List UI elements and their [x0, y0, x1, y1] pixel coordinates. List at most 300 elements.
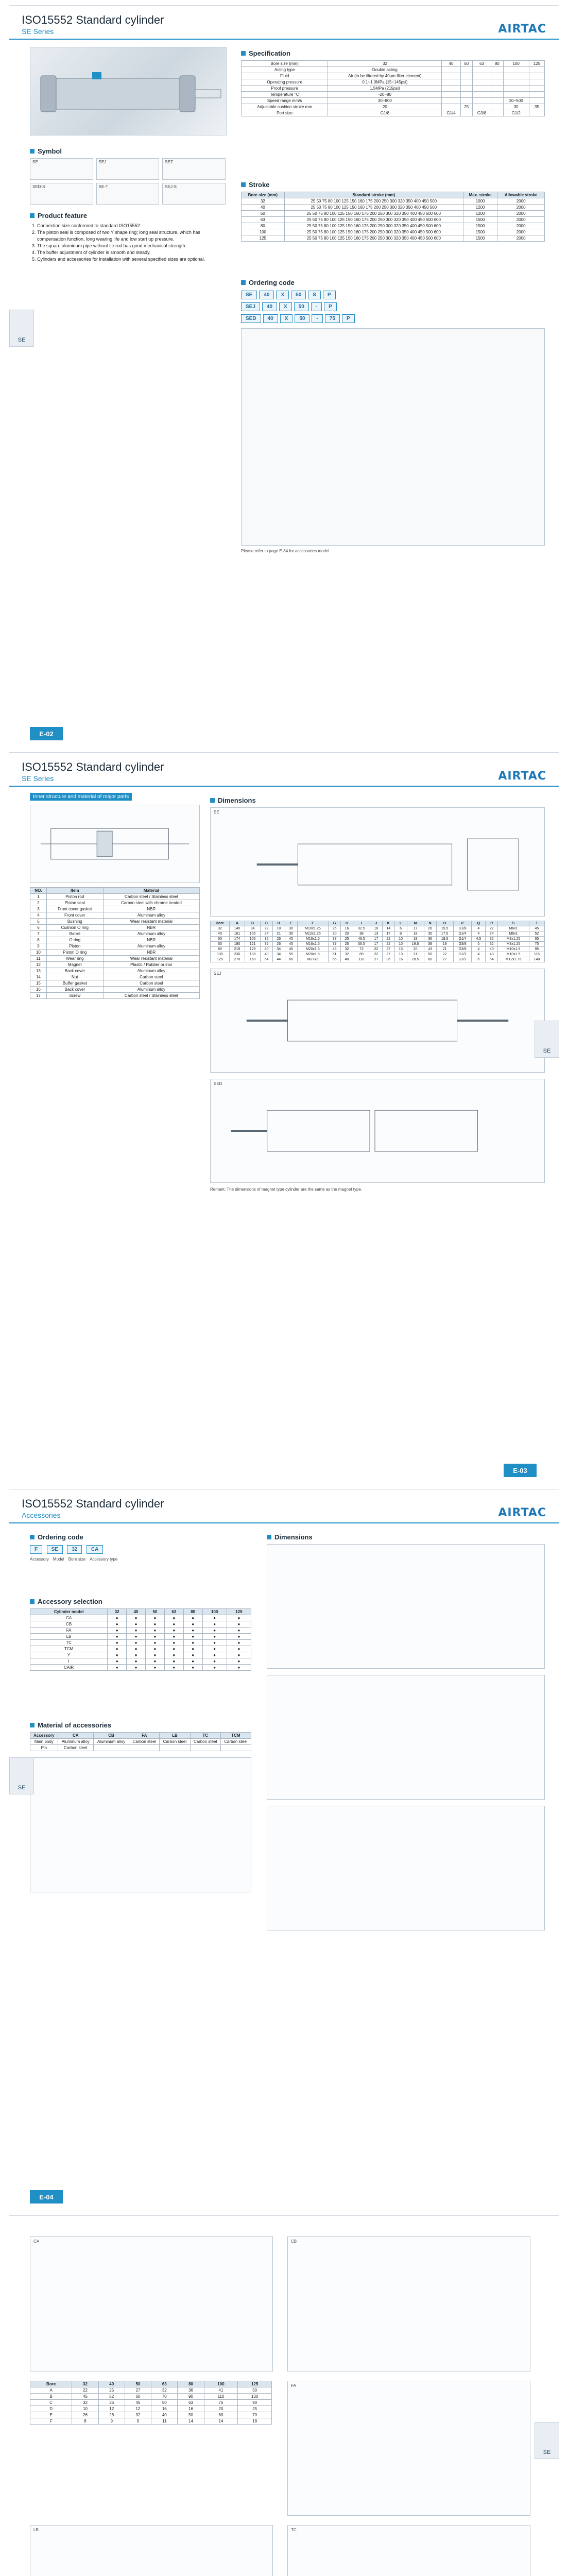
table-cell: 20: [407, 947, 424, 952]
table-cell: ●: [108, 1628, 127, 1634]
table-cell: 1200: [463, 205, 497, 211]
table-cell: 70: [151, 2394, 178, 2400]
table-cell: ●: [127, 1615, 146, 1621]
table-cell: 11: [151, 2418, 178, 2425]
table-cell: 25: [98, 2387, 125, 2394]
spec-row: [242, 104, 545, 110]
table-cell: 2000: [497, 217, 545, 223]
table-cell: ●: [127, 1640, 146, 1646]
table-cell: ●: [108, 1640, 127, 1646]
table-cell: ●: [127, 1665, 146, 1671]
table-cell: [460, 73, 473, 79]
table-cell: M10x1.5: [498, 952, 529, 957]
parts-header-cell: NO.: [30, 888, 47, 894]
table-cell: Carbon steel: [129, 1739, 160, 1745]
table-cell: 6: [30, 925, 47, 931]
table-cell: 2: [30, 900, 47, 906]
table-cell: 17: [30, 993, 47, 999]
table-cell: 43: [424, 947, 436, 952]
series-side-tab[interactable]: SE: [535, 2422, 559, 2459]
table-cell: 1500: [463, 235, 497, 242]
table-cell: 28.5: [407, 957, 424, 962]
table-cell: Y: [30, 1652, 108, 1658]
table-cell: -20~80: [328, 92, 442, 98]
table-cell: 60: [285, 957, 297, 962]
table-cell: [442, 98, 460, 104]
acc-dimensions-section: [267, 1528, 545, 1930]
accessory-drawing-fa: FA: [287, 2381, 530, 2516]
table-cell: 32: [151, 2387, 178, 2394]
table-cell: 12: [30, 962, 47, 968]
table-cell: 16: [341, 926, 353, 931]
table-cell: ●: [127, 1652, 146, 1658]
table-cell: 34: [272, 947, 285, 952]
table-cell: Piston O ring: [46, 950, 103, 956]
table-cell: [529, 79, 544, 86]
page-title: ISO15552 Standard cylinder: [22, 1497, 164, 1510]
table-cell: 26: [272, 937, 285, 942]
table-cell: 40: [261, 947, 273, 952]
order-label: Accessory: [30, 1557, 49, 1562]
feature-section: [30, 207, 226, 263]
table-cell: 3: [30, 906, 47, 912]
table-cell: B: [30, 2394, 72, 2400]
table-cell: 12: [125, 2406, 151, 2412]
accessory-dims-table: [30, 2381, 272, 2425]
stroke-row: [242, 217, 545, 223]
table-header-cell: D: [272, 921, 285, 926]
table-cell: Temperature °C: [242, 92, 328, 98]
table-cell: ●: [164, 1646, 183, 1652]
table-cell: M20x1.5: [297, 947, 329, 952]
table-header-cell: E: [285, 921, 297, 926]
table-cell: Buffer gasket: [46, 980, 103, 987]
table-cell: ●: [202, 1634, 227, 1640]
parts-row: [30, 987, 200, 993]
table-cell: G1/2: [453, 952, 472, 957]
table-cell: [529, 92, 544, 98]
page-number: E-02: [30, 727, 63, 740]
table-cell: [93, 1745, 129, 1751]
table-cell: Aluminum alloy: [103, 943, 199, 950]
order-code-part: CA: [87, 1545, 103, 1554]
table-cell: 1000: [463, 198, 497, 205]
table-cell: Speed range mm/s: [242, 98, 328, 104]
table-cell: 40: [261, 952, 273, 957]
section-view-drawing: [30, 805, 200, 883]
section-title: Ordering code: [249, 279, 295, 286]
table-cell: Carbon steel: [103, 980, 199, 987]
table-cell: 46.5: [353, 937, 370, 942]
section-title: Accessory selection: [38, 1598, 102, 1605]
table-cell: 8: [72, 2418, 98, 2425]
table-cell: [491, 73, 504, 79]
table-cell: Carbon steel: [220, 1739, 251, 1745]
table-cell: M16x1.5: [297, 942, 329, 947]
table-cell: ●: [202, 1646, 227, 1652]
spec-row: [242, 61, 545, 67]
table-cell: [473, 73, 491, 79]
table-cell: 60: [204, 2412, 238, 2418]
table-cell: 161: [229, 931, 245, 937]
table-cell: ●: [202, 1652, 227, 1658]
table-cell: 25: [460, 104, 473, 110]
parts-row: [30, 919, 200, 925]
table-cell: Piston: [46, 943, 103, 950]
table-cell: 27: [370, 957, 383, 962]
page-number: E-04: [30, 2190, 63, 2204]
table-cell: 20: [328, 104, 442, 110]
table-cell: 5: [472, 942, 486, 947]
table-cell: 190: [229, 942, 245, 947]
table-cell: 27: [436, 957, 453, 962]
table-cell: 32.5: [353, 926, 370, 931]
order-code-part: 40: [263, 314, 278, 323]
table-cell: Aluminum alloy: [103, 931, 199, 937]
table-cell: ●: [227, 1665, 251, 1671]
section-title: Material of accessories: [38, 1721, 112, 1729]
table-cell: 125: [211, 957, 230, 962]
table-cell: [503, 92, 529, 98]
table-cell: [190, 1745, 220, 1751]
table-cell: ●: [227, 1634, 251, 1640]
accessory-drawing-ca: CA: [30, 2236, 273, 2371]
table-cell: LB: [30, 1634, 108, 1640]
table-cell: Front cover gasket: [46, 906, 103, 912]
series-side-tab[interactable]: SE: [535, 1021, 559, 1058]
materials-section: [30, 791, 200, 999]
table-header-cell: TC: [190, 1733, 220, 1739]
table-cell: ●: [183, 1628, 202, 1634]
table-cell: 17: [407, 926, 424, 931]
table-cell: NBR: [103, 937, 199, 943]
table-cell: 16: [178, 2406, 204, 2412]
table-cell: 9: [98, 2418, 125, 2425]
table-cell: 32: [242, 198, 285, 205]
table-cell: 110: [353, 957, 370, 962]
material-row: [30, 1739, 251, 1745]
table-cell: Piston seal: [46, 900, 103, 906]
order-code-part: X: [276, 291, 289, 299]
dims-row: [211, 942, 545, 947]
table-cell: G1/8: [453, 926, 472, 931]
table-cell: 37: [329, 942, 341, 947]
table-cell: 27: [382, 947, 394, 952]
table-cell: 50: [242, 211, 285, 217]
cylinder-photo: [30, 47, 227, 135]
table-cell: 25 50 75 80 100 125 150 160 175 200 250 300 320 350 400 450 500 600: [284, 235, 463, 242]
table-cell: 36: [424, 937, 436, 942]
table-cell: ●: [202, 1628, 227, 1634]
parts-row: [30, 894, 200, 900]
accessory-drawing-tc: TC: [287, 2525, 530, 2576]
table-cell: 15.5: [436, 926, 453, 931]
table-cell: 35: [285, 931, 297, 937]
table-cell: ●: [183, 1621, 202, 1628]
symbol-sed-s: SED-S: [30, 183, 93, 205]
table-header-cell: 50: [145, 1609, 164, 1615]
table-cell: [460, 67, 473, 73]
parts-row: [30, 931, 200, 937]
table-cell: 45: [285, 942, 297, 947]
table-header-cell: Bore: [30, 2381, 72, 2387]
table-cell: 30: [329, 931, 341, 937]
accessory-drawing: [267, 1675, 545, 1800]
table-cell: 106: [245, 937, 261, 942]
order-code-row: [241, 290, 545, 299]
table-cell: Barrel: [46, 931, 103, 937]
order-code-part: SE: [241, 291, 257, 299]
table-cell: 70: [238, 2412, 272, 2418]
table-cell: 90: [238, 2400, 272, 2406]
table-cell: 105: [245, 931, 261, 937]
catalog-page-3: [9, 1489, 559, 2210]
table-cell: [442, 73, 460, 79]
dims-row: [211, 926, 545, 931]
table-cell: 32: [261, 937, 273, 942]
feature-item: 2. The piston seal is composed of two Y shape ring; long seal structure, which has compensation function, long wearing life and low start up pressure.: [37, 229, 226, 243]
table-cell: [473, 79, 491, 86]
table-cell: 4: [472, 926, 486, 931]
table-cell: 4: [472, 947, 486, 952]
table-cell: 10: [72, 2406, 98, 2412]
page-header: [9, 753, 559, 787]
table-cell: 8: [394, 931, 407, 937]
order-label: Accessory type: [90, 1557, 118, 1562]
table-cell: 15: [30, 980, 47, 987]
table-cell: 21: [436, 947, 453, 952]
remark-text: Remark: The dimensions of magnet type cylinder are the same as the magnet type.: [210, 1187, 363, 1192]
table-cell: [491, 79, 504, 86]
parts-row: [30, 980, 200, 987]
table-cell: 45: [529, 926, 544, 931]
table-cell: 1200: [463, 211, 497, 217]
table-cell: [491, 110, 504, 116]
table-cell: [460, 86, 473, 92]
selection-row: [30, 1658, 251, 1665]
table-cell: E: [30, 2412, 72, 2418]
table-cell: 10: [394, 937, 407, 942]
table-cell: ●: [202, 1640, 227, 1646]
table-cell: M16x1.5: [297, 937, 329, 942]
spec-table: [241, 60, 545, 116]
table-cell: CB: [30, 1621, 108, 1628]
table-cell: G1/2: [453, 957, 472, 962]
table-cell: [491, 86, 504, 92]
order-code-part: P: [323, 291, 336, 299]
table-cell: 37: [329, 937, 341, 942]
order-code-part: 40: [262, 302, 277, 311]
parts-row: [30, 950, 200, 956]
table-cell: 40: [486, 952, 498, 957]
table-cell: ●: [183, 1646, 202, 1652]
stroke-header-cell: Max. stroke: [463, 192, 497, 198]
table-header-cell: A: [229, 921, 245, 926]
table-cell: Aluminum alloy: [58, 1739, 93, 1745]
table-cell: [473, 67, 491, 73]
section-bullet-icon: [210, 798, 215, 803]
page-header: [9, 2216, 559, 2229]
table-cell: 52: [529, 931, 544, 937]
table-cell: ●: [202, 1665, 227, 1671]
dims-row: [211, 957, 545, 962]
table-cell: NBR: [103, 950, 199, 956]
table-cell: Carbon steel: [103, 974, 199, 980]
table-cell: 45: [285, 947, 297, 952]
table-cell: [491, 67, 504, 73]
table-cell: Carbon steel: [190, 1739, 220, 1745]
stroke-row: [242, 205, 545, 211]
section-title: Stroke: [249, 181, 270, 189]
table-cell: A: [30, 2387, 72, 2394]
symbol-sej: SEJ: [96, 158, 160, 180]
table-header-cell: 125: [227, 1609, 251, 1615]
acc-dims-row: [30, 2400, 272, 2406]
acc-selection-section: [30, 1592, 251, 1671]
table-header-cell: B: [245, 921, 261, 926]
table-header-cell: Accessory: [30, 1733, 58, 1739]
selection-row: [30, 1615, 251, 1621]
table-cell: 32: [261, 942, 273, 947]
table-cell: 75: [529, 942, 544, 947]
table-cell: 32: [486, 942, 498, 947]
table-cell: ●: [164, 1658, 183, 1665]
table-cell: 140: [229, 926, 245, 931]
order-label: Model: [53, 1557, 64, 1562]
table-cell: 6: [394, 926, 407, 931]
table-cell: 65: [329, 957, 341, 962]
table-cell: 30: [424, 931, 436, 937]
section-bullet-icon: [30, 149, 35, 154]
table-cell: ●: [145, 1646, 164, 1652]
material-row: [30, 1745, 251, 1751]
table-header-cell: Cylinder model: [30, 1609, 108, 1615]
table-cell: ●: [164, 1634, 183, 1640]
table-cell: 40: [285, 937, 297, 942]
spec-row: [242, 67, 545, 73]
table-cell: 94: [245, 926, 261, 931]
table-cell: 54: [261, 957, 273, 962]
table-cell: M8x1.25: [498, 942, 529, 947]
drawing-svg: [211, 808, 544, 916]
table-cell: 25 50 75 80 100 125 150 160 175 200 250 300 320 350 400 450 500 600: [284, 211, 463, 217]
accessory-dims-table-wrap: [30, 2381, 272, 2425]
table-cell: ●: [164, 1621, 183, 1628]
acc-dims-row: [30, 2418, 272, 2425]
order-code-part: P: [342, 314, 355, 323]
catalog-page-1: [9, 5, 559, 747]
table-cell: ●: [145, 1628, 164, 1634]
table-cell: G1/4: [453, 937, 472, 942]
table-cell: 45: [72, 2394, 98, 2400]
table-cell: 6: [472, 957, 486, 962]
table-cell: G1/4: [453, 931, 472, 937]
table-header-cell: FA: [129, 1733, 160, 1739]
table-cell: 26: [72, 2412, 98, 2418]
order-code-part: -: [312, 314, 322, 323]
symbol-section: [30, 142, 226, 205]
order-code-part: 50: [291, 291, 306, 299]
table-cell: 17.5: [436, 931, 453, 937]
table-cell: ●: [183, 1615, 202, 1621]
table-cell: 56.5: [353, 942, 370, 947]
table-cell: [503, 67, 529, 73]
symbol-sej-s: SEJ-S: [162, 183, 226, 205]
acc-dims-row: [30, 2406, 272, 2412]
section-bullet-icon: [30, 1723, 35, 1727]
stroke-row: [242, 223, 545, 229]
order-code-rows: [241, 290, 545, 323]
stroke-row: [242, 198, 545, 205]
dims-row: [211, 937, 545, 942]
table-cell: ●: [127, 1621, 146, 1628]
section-bullet-icon: [30, 1599, 35, 1604]
table-cell: Wear resistant material: [103, 956, 199, 962]
table-cell: NBR: [103, 925, 199, 931]
series-side-tab[interactable]: SE: [9, 310, 34, 347]
table-cell: Carbon steel: [160, 1739, 190, 1745]
order-code-part: SEJ: [241, 302, 260, 311]
table-cell: 65: [529, 937, 544, 942]
table-header-cell: 32: [72, 2381, 98, 2387]
table-cell: ●: [164, 1615, 183, 1621]
table-cell: M27x2: [297, 957, 329, 962]
table-cell: Front cover: [46, 912, 103, 919]
table-cell: ●: [183, 1640, 202, 1646]
order-code-part: 40: [259, 291, 274, 299]
table-cell: 26: [329, 926, 341, 931]
table-cell: ●: [145, 1615, 164, 1621]
table-cell: 63: [242, 217, 285, 223]
table-cell: 36: [178, 2387, 204, 2394]
selection-row: [30, 1646, 251, 1652]
spec-row: [242, 98, 545, 104]
table-cell: 32: [72, 2400, 98, 2406]
table-cell: 54: [486, 957, 498, 962]
table-cell: 44: [272, 957, 285, 962]
table-cell: ●: [164, 1652, 183, 1658]
dims-row: [211, 931, 545, 937]
table-cell: [503, 86, 529, 92]
order-note: Please refer to page E-84 for accessories model.: [241, 549, 331, 553]
table-cell: 270: [229, 957, 245, 962]
parts-header-cell: Item: [46, 888, 103, 894]
table-cell: 2000: [497, 235, 545, 242]
section-bullet-icon: [241, 182, 246, 187]
table-cell: 22: [370, 952, 383, 957]
table-cell: 28: [98, 2412, 125, 2418]
table-header-cell: I: [353, 921, 370, 926]
table-cell: 25 50 75 80 100 125 150 160 175 200 250 300 320 350 400 450 500: [284, 198, 463, 205]
series-side-tab[interactable]: SE: [9, 1757, 34, 1794]
section-title: Ordering code: [38, 1533, 83, 1541]
table-cell: 17: [370, 942, 383, 947]
table-cell: ●: [108, 1621, 127, 1628]
table-cell: 1: [30, 894, 47, 900]
parts-row: [30, 956, 200, 962]
table-cell: 19: [436, 942, 453, 947]
table-cell: Carbon steel with chrome treated: [103, 900, 199, 906]
table-cell: 80: [491, 61, 504, 67]
table-cell: 40: [242, 205, 285, 211]
table-cell: 5: [30, 919, 47, 925]
table-cell: ●: [127, 1646, 146, 1652]
table-cell: 36: [382, 957, 394, 962]
section-bullet-icon: [30, 213, 35, 218]
table-cell: 22: [436, 952, 453, 957]
table-cell: 32: [125, 2412, 151, 2418]
table-cell: 138: [245, 952, 261, 957]
